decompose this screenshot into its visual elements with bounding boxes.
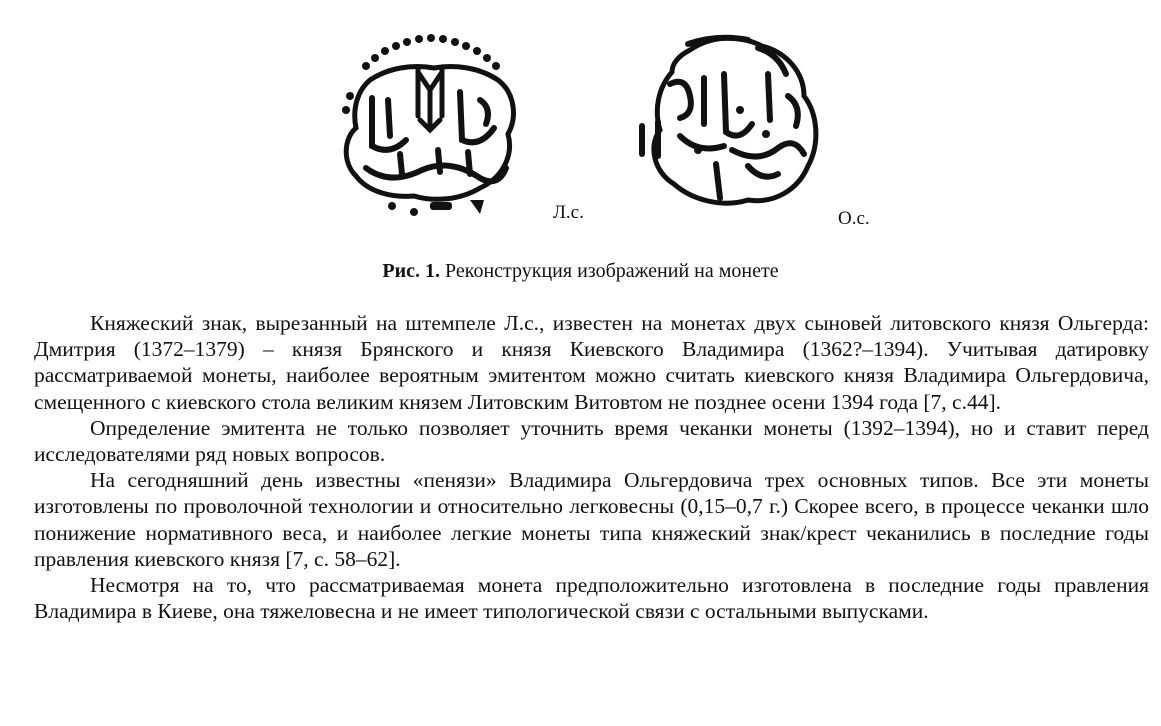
coin-figure [0,0,1161,290]
figure-caption-text: Реконструкция изображений на монете [440,260,779,282]
paragraph: На сегодняшний день известны «пенязи» Владимира Ольгердовича трех основных типов. Все эти монеты изготовлены по проволочной технологии и относительно легковесны (0,15–0,7 г.) Скорее всего, в процессе чеканки шло понижение нормативного веса, и наиболее легкие монеты типа княжеский знак/крест чеканились в последние годы правления киевского князя [7, с. 58–62]. [34,468,1149,571]
reverse-label: О.с. [838,208,870,229]
paragraph: Несмотря на то, что рассматриваемая монета предположительно изготовлена в последние годы правления Владимира в Киеве, она тяжеловесна и не имеет типологической связи с остальными выпусками. [34,573,1149,624]
body-text [34,310,1149,624]
figure-caption [0,259,1161,283]
obverse-label: Л.с. [553,202,584,223]
figure-number: Рис. 1. [382,260,441,282]
coin-obverse-drawing [330,28,535,223]
paragraph: Княжеский знак, вырезанный на штемпеле Л.с., известен на монетах двух сыновей литовского князя Ольгерда: Дмитрия (1372–1379) – князя Брянского и князя Киевского Владимира (1362?–1394). Учитывая датировку рассматриваемой монеты, наиболее вероятным эмитентом можно считать киевского князя Владимира Ольгердовича, смещенного с киевского стола великим князем Литовским Витовтом не позднее осени 1394 года [7, с.44]. [34,311,1149,414]
paragraph: Определение эмитента не только позволяет уточнить время чеканки монеты (1392–1394), но и ставит перед исследователями ряд новых вопросов. [34,415,1149,467]
coin-reverse-drawing [628,14,828,219]
